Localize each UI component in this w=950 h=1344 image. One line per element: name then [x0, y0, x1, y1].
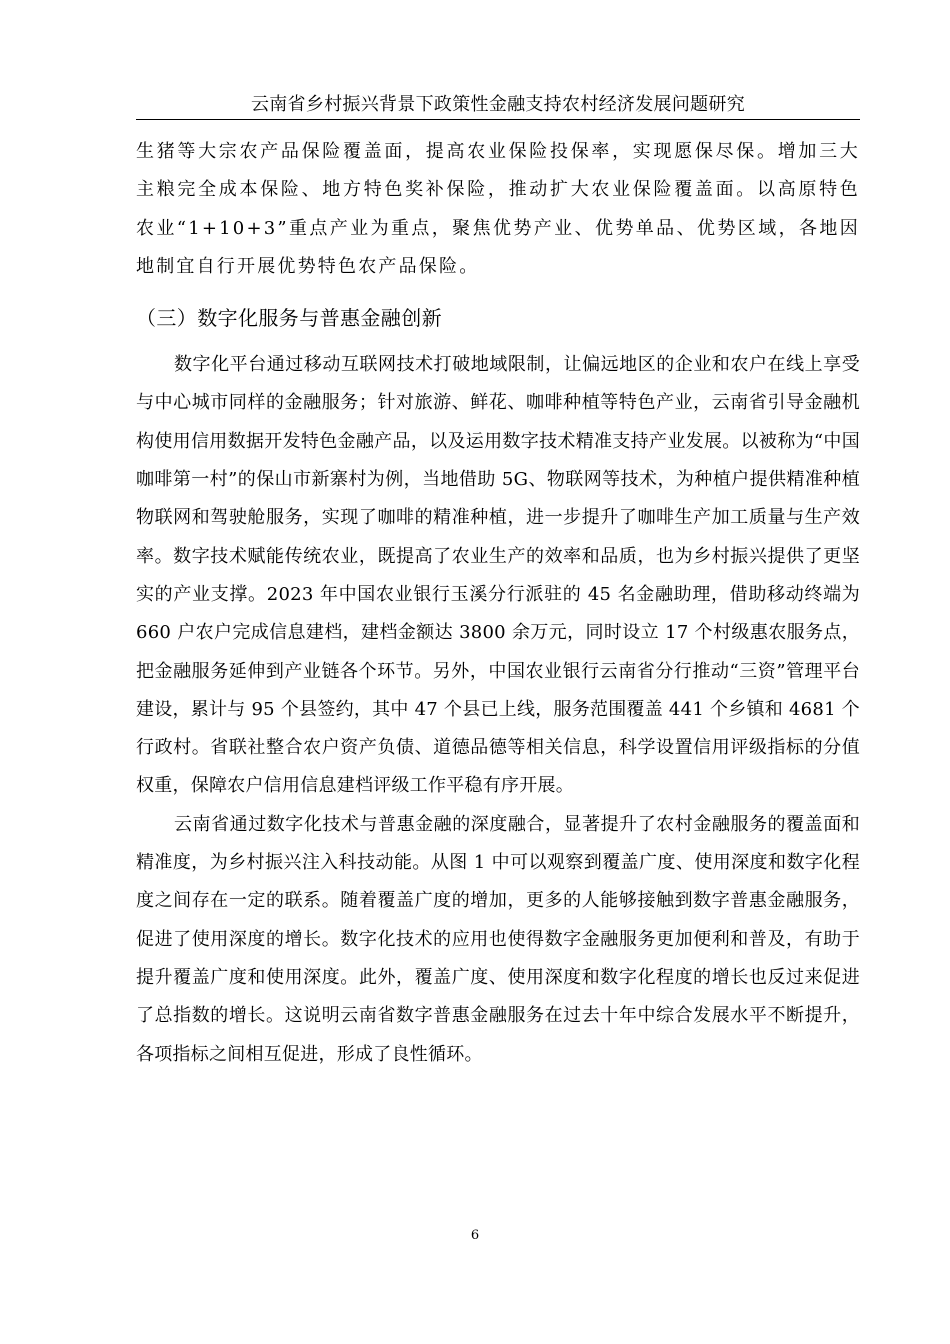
page-content	[136, 133, 860, 1074]
paragraph-1: 数字化平台通过移动互联网技术打破地域限制，让偏远地区的企业和农户在线上享受与中心城市同样的金融服务；针对旅游、鲜花、咖啡种植等特色产业，云南省引导金融机构使用信用数据开发特色金融产品，以及运用数字技术精准支持产业发展。以被称为“中国咖啡第一村”的保山市新寨村为例，当地借助 5G、物联网等技术，为种植户提供精准种植物联网和驾驶舱服务，实现了咖啡的精准种植，进一步提升了咖啡生产加工质量与生产效率。数字技术赋能传统农业，既提高了农业生产的效率和品质，也为乡村振兴提供了更坚实的产业支撑。2023 年中国农业银行玉溪分行派驻的 45 名金融助理，借助移动终端为 660 户农户完成信息建档，建档金额达 3800 余万元，同时设立 17 个村级惠农服务点，把金融服务延伸到产业链各个环节。另外，中国农业银行云南省分行推动“三资”管理平台建设，累计与 95 个县签约，其中 47 个县已上线，服务范围覆盖 441 个乡镇和 4681 个行政村。省联社整合农户资产负债、道德品德等相关信息，科学设置信用评级指标的分值权重，保障农户信用信息建档评级工作平稳有序开展。	[136, 354, 860, 797]
page-number: 6	[470, 1228, 480, 1243]
running-header: 云南省乡村振兴背景下政策性金融支持农村经济发展问题研究	[250, 94, 746, 115]
paragraph-2: 云南省通过数字化技术与普惠金融的深度融合，显著提升了农村金融服务的覆盖面和精准度，为乡村振兴注入科技动能。从图 1 中可以观察到覆盖广度、使用深度和数字化程度之间存在一定的联系。随着覆盖广度的增加，更多的人能够接触到数字普惠金融服务，促进了使用深度的增长。数字化技术的应用也使得数字金融服务更加便利和普及，有助于提升覆盖广度和使用深度。此外，覆盖广度、使用深度和数字化程度的增长也反过来促进了总指数的增长。这说明云南省数字普惠金融服务在过去十年中综合发展水平不断提升，各项指标之间相互促进，形成了良性循环。	[136, 813, 860, 1065]
header-rule	[136, 119, 860, 120]
section-heading: （三）数字化服务与普惠金融创新	[136, 306, 442, 331]
paragraph-continued: 生猪等大宗农产品保险覆盖面，提高农业保险投保率，实现愿保尽保。增加三大主粮完全成本保险、地方特色奖补保险，推动扩大农业保险覆盖面。以高原特色农业“1+10+3”重点产业为重点，聚焦优势产业、优势单品、优势区域，各地因地制宜自行开展优势特色农产品保险。	[136, 141, 860, 277]
